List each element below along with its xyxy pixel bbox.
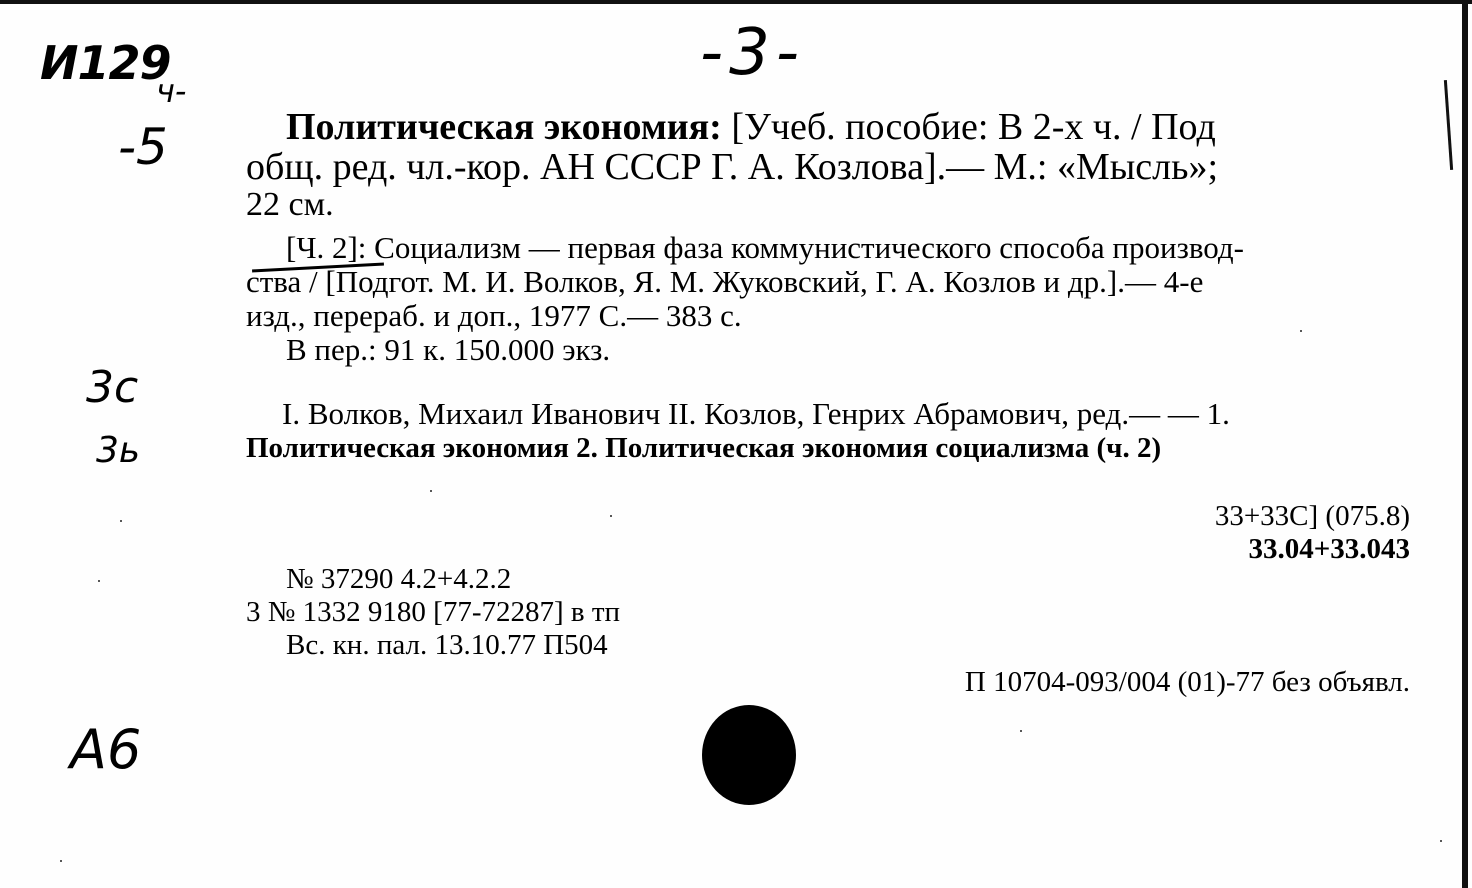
price-line: В пер.: 91 к. 150.000 экз. — [286, 332, 611, 367]
order-number-line: 3 № 1332 9180 [77-72287] в тп — [246, 596, 621, 628]
handwritten-shelf-mark: И129 — [40, 36, 171, 90]
handwritten-mark-3b: 3ь — [96, 430, 141, 471]
speck — [1020, 730, 1022, 732]
card-edge-mark — [1444, 80, 1453, 170]
part-description-line-2: ства / [Подгот. М. И. Волков, Я. М. Жуковский, Г. А. Козлов и др.].— 4-е — [246, 264, 1204, 299]
speck — [60, 860, 62, 862]
speck — [430, 490, 432, 492]
classification-line-2: 33.04+33.043 — [1248, 533, 1410, 565]
part-description-line-3: изд., перераб. и доп., 1977 С.— 383 с. — [246, 298, 742, 333]
card-top-edge — [0, 0, 1472, 4]
entry-editor-line: общ. ред. чл.-кор. АН СССР Г. А. Козлова].— М.: «Мысль»; — [246, 146, 1219, 188]
subjects-line-2: Политическая экономия 2. Политическая экономия социализма (ч. 2) — [246, 432, 1162, 464]
part-description-line-1: [Ч. 2]: Социализм — первая фаза коммунистического способа производ- — [286, 230, 1244, 265]
speck — [120, 520, 122, 522]
punch-hole — [702, 705, 796, 805]
speck — [1440, 840, 1442, 842]
handwritten-mark-3c: 3c — [86, 362, 139, 413]
book-chamber-line: Вс. кн. пал. 13.10.77 П504 — [286, 629, 608, 661]
entry-title-rest: [Учеб. пособие: В 2-х ч. / Под — [721, 106, 1216, 148]
handwritten-page-number: -3- — [700, 16, 805, 90]
entry-title: Политическая экономия: — [286, 106, 722, 148]
subjects-line-1: I. Волков, Михаил Иванович II. Козлов, Генрих Абрамович, ред.— — 1. — [282, 396, 1230, 431]
publisher-code-line: П 10704-093/004 (01)-77 без объявл. — [964, 666, 1410, 698]
speck — [1300, 330, 1302, 332]
speck — [610, 515, 612, 517]
entry-size: 22 см. — [246, 186, 334, 223]
speck — [98, 580, 100, 582]
entry-title-line — [286, 108, 1216, 146]
handwritten-mark-ab: А6 — [70, 718, 142, 781]
classification-line-1: 33+33С] (075.8) — [1214, 500, 1410, 532]
record-number-line: № 37290 4.2+4.2.2 — [286, 563, 512, 595]
handwritten-volume-mark: -5 — [118, 118, 168, 176]
card-right-edge — [1462, 0, 1468, 888]
handwritten-part-mark: ч- — [156, 72, 187, 110]
